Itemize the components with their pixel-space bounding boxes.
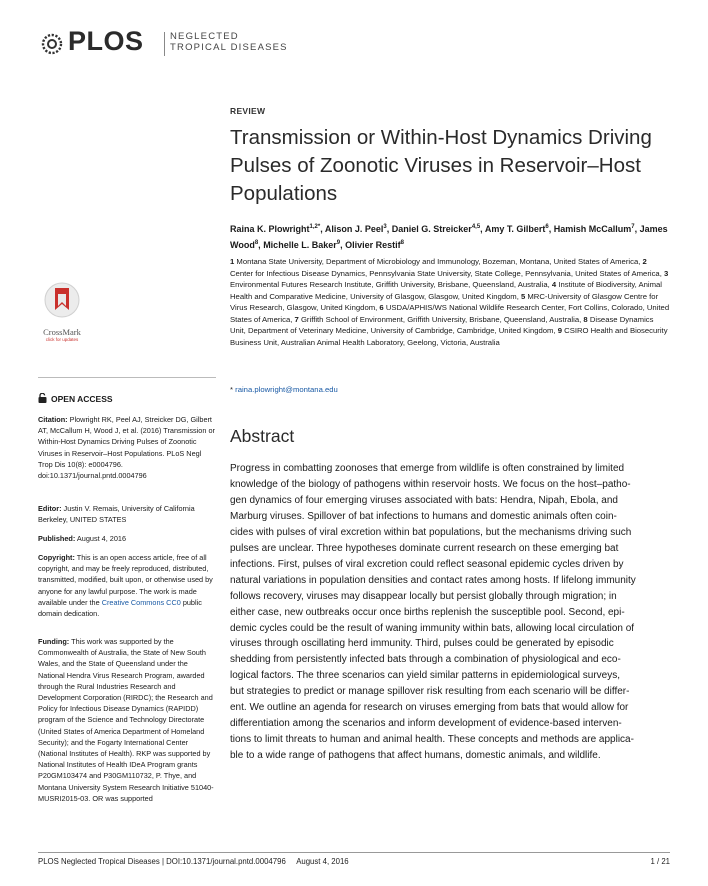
abstract-line: gen dynamics of four emerging viruses associated with bats: Hendra, Nipah, Ebola, and	[230, 494, 618, 506]
author-affiliation-ref: 8	[254, 240, 259, 246]
funding-block	[38, 636, 216, 804]
affiliation-number: 3	[663, 268, 669, 278]
author-affiliation-ref: 7	[631, 224, 635, 230]
email-mark: *	[230, 385, 233, 394]
author-affiliation-ref: 9	[336, 240, 341, 246]
abstract-line: demic cycles could be the result of waning immunity within bats, allowing local circulation of	[230, 622, 635, 634]
open-access-badge	[38, 393, 113, 404]
sidebar-divider	[38, 377, 216, 378]
article-title: Transmission or Within-Host Dynamics Driving Pulses of Zoonotic Viruses in Reservoir–Host Populations	[230, 126, 652, 205]
footer-divider	[38, 852, 670, 853]
abstract-line: pulses are unclear. Three hypotheses dominate current research on these emerging bat	[230, 542, 619, 554]
affiliation-text: Griffith School of Environment, Griffith University, Brisbane, Queensland, Australia,	[300, 314, 584, 324]
plos-logo-icon	[38, 30, 66, 58]
author-affiliation-ref: 4,5	[471, 224, 481, 230]
published-block	[38, 533, 216, 544]
abstract-line: knowledge of the biology of pathogens within reservoir hosts. We focus on the host–patho-	[230, 478, 631, 490]
abstract-line: shedding from persistently infected bats through a combination of physiological and eco-	[230, 654, 621, 666]
author-affiliation-ref: 3	[383, 224, 387, 230]
affiliation-number: 7	[294, 314, 301, 324]
footer-journal-doi: PLOS Neglected Tropical Diseases | DOI:10.1371/journal.pntd.0004796	[38, 857, 286, 866]
abstract-line: differentiation among the scenarios and inform development of evidence-based interven-	[230, 718, 622, 730]
author-list: Raina K. Plowright$^{1,2*}$, Alison J. Peel$^3$, Daniel G. Streicker$^{4,5}$, Amy T. Gilbert$^6$, Hamish McCallum$^7$, James Wood$^8$, Michelle L. Baker$^9$, Olivier Restif$^8$	[230, 224, 668, 250]
author-affiliation-ref: 6	[545, 224, 549, 230]
author-name: Michelle L. Baker	[263, 240, 337, 250]
abstract-line: ent. We outline an agenda for research on viruses emerging from bats that would allow for	[230, 702, 629, 714]
abstract-line: Progress in combatting zoonoses that emerge from wildlife is often constrained by limited	[230, 463, 625, 474]
page-footer	[38, 857, 670, 866]
article-type: REVIEW	[230, 106, 266, 116]
affiliation-number: 6	[379, 303, 386, 313]
brand-wordmark: PLOS	[68, 26, 144, 56]
author-name: Amy T. Gilbert	[484, 224, 546, 234]
editor-text: Justin V. Remais, University of California Berkeley, UNITED STATES	[38, 504, 195, 525]
crossmark-sublabel: click for updates	[45, 337, 79, 342]
author-name: James Wood	[230, 224, 668, 250]
footer-date: August 4, 2016	[296, 857, 349, 866]
crossmark-icon	[38, 280, 86, 324]
copyright-text: This is an open access article, free of all copyright, and may be freely reproduced, distributed, transmitted, modified, built upon, or otherwise used by anyone for any lawful purpose. The work is made available under the	[38, 553, 213, 607]
affiliation-number: 9	[557, 326, 565, 336]
journal-name-line1: NEGLECTED	[170, 31, 239, 42]
open-lock-icon	[38, 393, 47, 403]
abstract-line: logical factors. The three scenarios can yield similar patterns in epidemiological surveys,	[230, 670, 620, 682]
affiliation-text: Disease Dynamics Unit, Department of Veterinary Medicine, University of Cambridge, Cambridge, United Kingdom,	[230, 314, 654, 336]
citation-label: Citation:	[38, 415, 68, 424]
affiliation-text: Montana State University, Department of Microbiology and Immunology, Bozeman, Montana, United States of America,	[236, 257, 643, 266]
affiliations	[230, 256, 670, 348]
author-affiliation-ref: 8	[400, 240, 404, 246]
editor-block	[38, 503, 216, 525]
affiliation-text: Institute of Biodiversity, Animal Health and Comparative Medicine, University of Glasgow, Glasgow, United Kingdom,	[230, 280, 662, 301]
affiliation-number: 8	[583, 314, 590, 324]
abstract-heading: Abstract	[230, 426, 295, 446]
page-number: 1 / 21	[650, 857, 670, 866]
affiliation-number: 1	[230, 257, 237, 266]
funding-text: This work was supported by the Commonwealth of Australia, the State of New South Wales, and the State of Queensland under the National Hendra Virus Research Program, awarded through the Rural Industries Research and Development Corporation (RIRDC); the Research and Policy for Infectious Disease Dynamics (RAPIDD) program of the Science and Technology Directorate (United States of America Department of Homeland Security); and the Fogarty International Center (National Institutes of Health). RKP was supported by National Institutes of Health IDeA Program grants P20GM103474 and P30GM110732, P. Thye, and Montana University System Research Initiative 51040-MUSRI2015-03. OR was supported	[38, 637, 214, 803]
author-affiliation-ref: 1,2*	[309, 224, 321, 230]
affiliation-number: 4	[551, 280, 559, 290]
journal-logo[interactable]	[38, 28, 298, 60]
published-date: August 4, 2016	[76, 534, 127, 543]
copyright-label: Copyright:	[38, 553, 75, 562]
author-name: Raina K. Plowright	[230, 224, 310, 234]
abstract-line: follows recovery, viruses may disappear locally but persist globally through migration; in	[230, 590, 617, 602]
abstract-line: tions to limit threats to human and animal health. These concepts and methods are applica-	[230, 734, 634, 746]
author-name: Daniel G. Streicker	[391, 224, 472, 234]
author-name: Hamish McCallum	[553, 224, 632, 234]
affiliation-text: MRC-University of Glasgow Centre for Virus Research, Glasgow, United Kingdom,	[230, 291, 659, 313]
published-label: Published:	[38, 534, 76, 543]
abstract-line: viruses through oscillating herd immunity. Third, pulses could be generated by episodic	[230, 638, 614, 650]
funding-label: Funding:	[38, 637, 70, 646]
logo-divider	[164, 32, 165, 56]
crossmark-label: CrossMark	[43, 327, 81, 337]
abstract-line: cides with pulses of viral excretion within bat populations, but the mechanisms driving such	[230, 526, 632, 538]
corresponding-email	[230, 385, 338, 394]
copyright-block	[38, 552, 216, 619]
affiliation-number: 2	[642, 257, 647, 266]
abstract-line: but strategies to predict or manage spillover risk resulting from each scenario will be differ-	[230, 686, 630, 698]
abstract-line: ble to a wide range of pathogens that affect humans, domestic animals, and wildlife.	[230, 750, 601, 762]
affiliation-text: Center for Infectious Disease Dynamics, Pennsylvania State University, State College, Pennsylvania, United States of America,	[230, 268, 664, 278]
abstract-line: natural variations in population densities and contact rates among hosts. If lifelong immunity	[230, 574, 636, 586]
citation-text: Plowright RK, Peel AJ, Streicker DG, Gilbert AT, McCallum H, Wood J, et al. (2016) Transmission or Within-Host Dynamics Driving Pulses of Zoonotic Viruses in Reservoir–Host Populations. PLoS Negl Trop Dis 10(8): e0004796. doi:10.1371/journal.pntd.0004796	[38, 415, 215, 481]
abstract-line: Marburg viruses. Spillover of bat infections to humans and domestic animals often coin-	[230, 510, 617, 522]
author-name: Olivier Restif	[345, 240, 401, 250]
editor-label: Editor:	[38, 504, 62, 513]
author-name: Alison J. Peel	[324, 224, 384, 234]
affiliation-number: 5	[520, 291, 528, 301]
affiliation-text: CSIRO Health and Biosecurity Business Unit, Australian Animal Health Laboratory, Geelong, Victoria, Australia	[230, 326, 668, 347]
abstract-body	[230, 461, 671, 764]
crossmark-badge[interactable]	[38, 280, 86, 344]
copyright-text-end: public domain dedication.	[38, 597, 202, 619]
affiliation-text: USDA/APHIS/WS National Wildlife Research Center, Fort Collins, Colorado, United States of America,	[230, 303, 670, 324]
affiliation-text: Environmental Futures Research Institute, Griffith University, Brisbane, Queensland, Australia,	[230, 280, 552, 290]
abstract-line: either case, new outbreaks occur once births replenish the susceptible pool. Second, epi-	[230, 606, 625, 618]
email-link[interactable]: raina.plowright@montana.edu	[235, 385, 338, 394]
cc0-license-link[interactable]: Creative Commons CC0	[101, 597, 181, 607]
journal-name	[170, 31, 288, 53]
citation-block	[38, 414, 216, 481]
abstract-line: infections. First, pulses of viral excretion could reflect seasonal epidemic cycles driven by	[230, 558, 624, 570]
journal-name-line2: TROPICAL DISEASES	[170, 42, 288, 53]
open-access-label: OPEN ACCESS	[51, 394, 113, 404]
